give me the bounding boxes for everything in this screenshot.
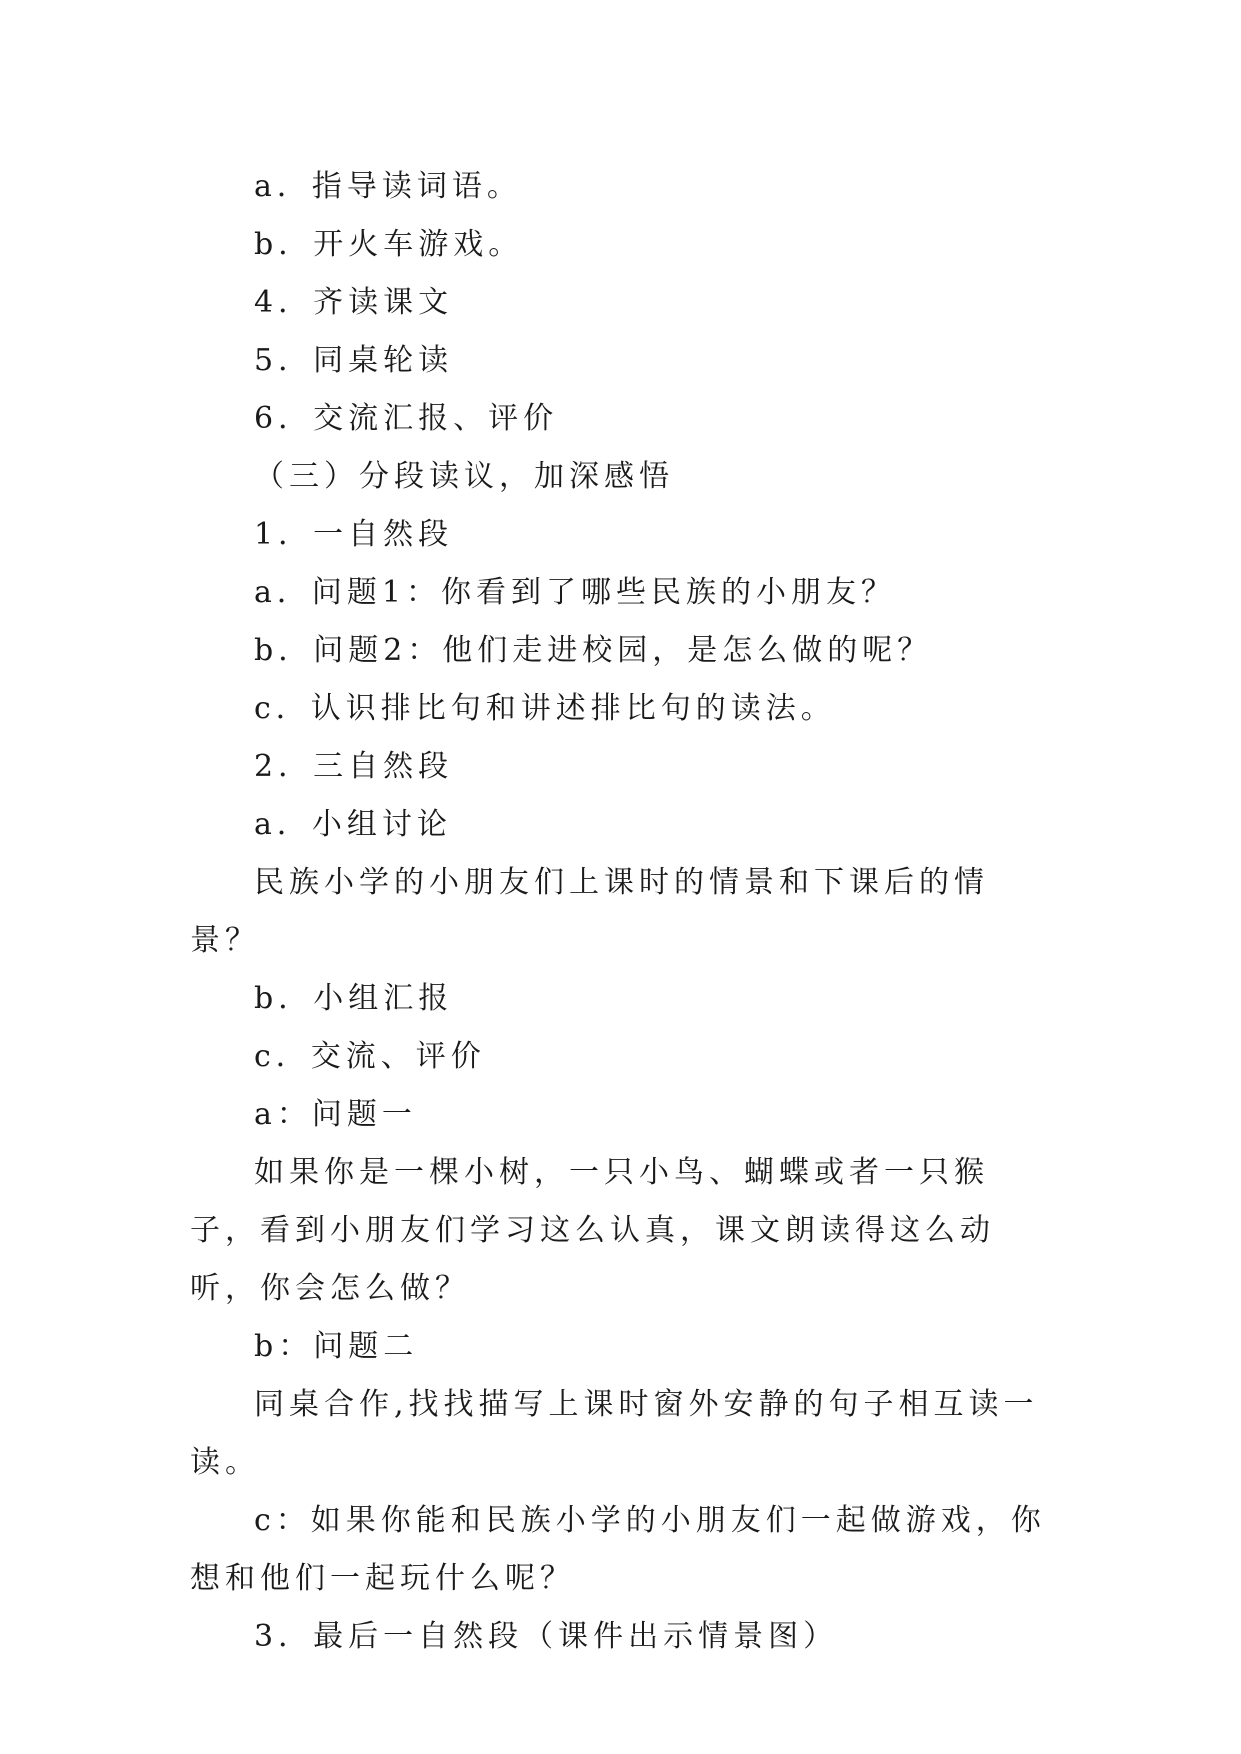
paragraph-12: a．小组讨论 [254,807,452,842]
paragraph-13: 民族小学的小朋友们上课时的情景和下课后的情景？ [190,865,989,958]
paragraph-17: 如果你是一棵小树，一只小鸟、蝴蝶或者一只猴子，看到小朋友们学习这么认真，课文朗读得这么动听，你会怎么做？ [190,1155,995,1306]
document-body [190,158,1050,1666]
paragraph-8: a．问题1：你看到了哪些民族的小朋友？ [254,575,896,610]
paragraph-16: a：问题一 [254,1097,417,1132]
paragraph-15: c．交流、评价 [254,1039,486,1074]
paragraph-20: c：如果你能和民族小学的小朋友们一起做游戏，你想和他们一起玩什么呢？ [190,1503,1046,1596]
paragraph-7: 1．一自然段 [254,517,454,552]
paragraph-3: 4．齐读课文 [254,285,454,320]
paragraph-18: b：问题二 [254,1329,419,1364]
paragraph-21: 3．最后一自然段（课件出示情景图） [254,1619,839,1654]
paragraph-10: c．认识排比句和讲述排比句的读法。 [254,691,836,726]
paragraph-4: 5．同桌轮读 [254,343,454,378]
paragraph-11: 2．三自然段 [254,749,454,784]
paragraph-1: a．指导读词语。 [254,169,522,204]
paragraph-19: 同桌合作,找找描写上课时窗外安静的句子相互读一读。 [190,1387,1039,1480]
section-heading: （三）分段读议，加深感悟 [254,459,674,494]
paragraph-5: 6．交流汇报、评价 [254,401,559,436]
paragraph-14: b．小组汇报 [254,981,454,1016]
paragraph-2: b．开火车游戏。 [254,227,524,262]
paragraph-9: b．问题2：他们走进校园，是怎么做的呢？ [254,633,933,668]
